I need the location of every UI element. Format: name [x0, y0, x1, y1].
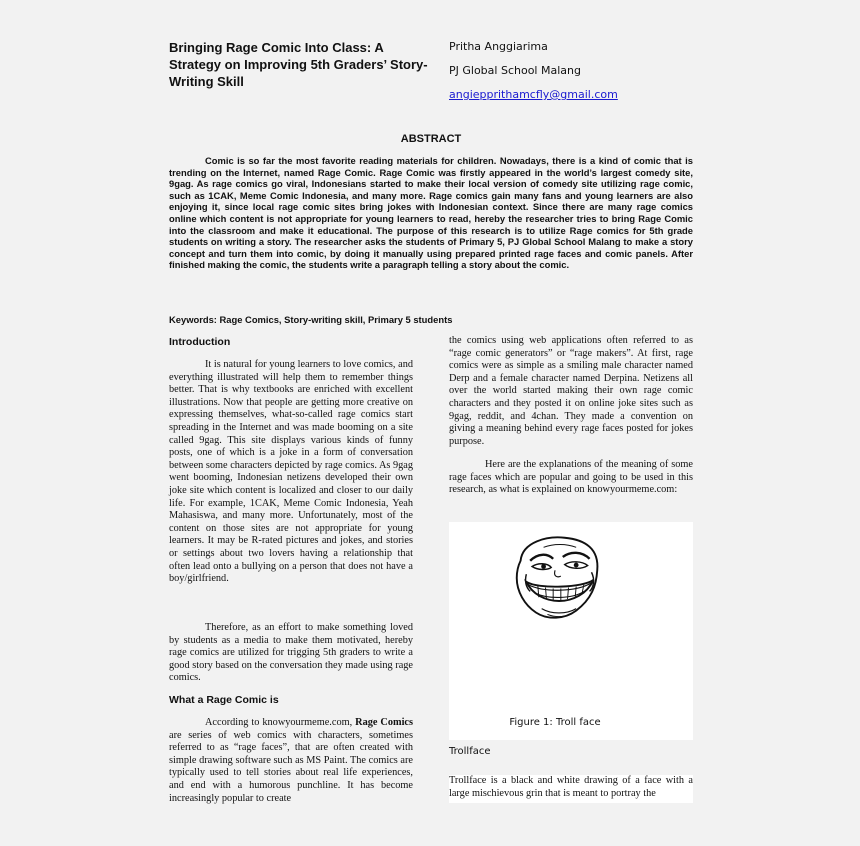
intro-paragraph-1: It is natural for young learners to love comics, and everything illustrated will help them to remember things better. That is why textbooks are enriched with excellent illustrations. Now that people are getting more creative on expressing themselves, what-so-called rage comics start spreading in the Internet and was made booming on a site called 9gag. This site displays various kinds of funny posts, one of which is a joke in a form of conversation between some characters depicted by rage comics. As 9gag went booming, Indonesian netizens developed their own joke site which content is localized and closer to our daily life. For example, 1CAK, Meme Comic Indonesia, Yeah Mahasiswa, and many more. Unfortunately, most of the content on those sites are not appropriate for young learners. It may be R-rated pictures and jokes, and stories or settings about two lovers having a relationship that often lead onto a bullying on a person that does not have a boy/girlfriend. [169, 359, 413, 585]
what-rage-text-pre: According to knowyourmeme.com, [205, 717, 356, 728]
what-rage-paragraph [169, 717, 413, 805]
intro-paragraph-2: Therefore, as an effort to make something loved by students as a media to make them motivated, hereby rage comics are utilized for trigging 5th graders to write a good story based on the conversation they made using rage comics. [169, 622, 413, 684]
what-rage-text-post: are series of web comics with characters, sometimes referred to as “rage faces”, that are often created with simple drawing software such as MS Paint. The comics are typically used to tell stories about real life experiences, and end with a humorous punchline. It has become increasingly popular to create [169, 729, 413, 804]
author-name: Pritha Anggiarima [449, 40, 548, 53]
right-paragraph-1: the comics using web applications often referred to as “rage comic generators” or “rage makers”. At first, rage comics were as simple as a smiling male character named Derp and a female character named Derpina. Netizens all over the world started making their own rage comic characters and they posted it on online joke sites such as 9gag, reddit, and 4chan. They made a convention on giving a meaning behind every rage faces posted for jokes purpose. [449, 335, 693, 447]
figure-1-caption: Figure 1: Troll face [509, 717, 601, 728]
abstract-body: Comic is so far the most favorite reading materials for children. Nowadays, there is a kind of comic that is trending on the Internet, named Rage Comic. Rage Comic was firstly appeared in the world’s largest comedy site, 9gag. As rage comics go viral, Indonesians started to make their local version of comedy site utilizing rage comic, such as 1CAK, Meme Comic Indonesia, and many more. Rage comics gain many fans and young learners are also enjoying it, since local rage comic sites bring jokes with Indonesian context. Since there are many rage comics online which content is not appropriate for young learners to read, hereby the researcher tries to bring Rage Comic into the classroom and make it educational. The purpose of this research is to utilize Rage comics for 5th grade students on writing a story. The researcher asks the students of Primary 5, PJ Global School Malang to make a story concept and turn them into comic, by doing it manually using prepared printed rage faces and comic panels. After finished making the comic, the students write a paragraph telling a story about the comic. [169, 155, 693, 271]
introduction-heading: Introduction [169, 336, 231, 348]
author-school: PJ Global School Malang [449, 64, 581, 77]
rage-comics-term: Rage Comics [355, 717, 414, 728]
trollface-paragraph: Trollface is a black and white drawing of a face with a large mischievous grin that is meant to portray the [449, 775, 693, 799]
abstract-heading: ABSTRACT [400, 133, 462, 145]
right-paragraph-2: Here are the explanations of the meaning of some rage faces which are popular and going to be used in this research, as what is explained on knowyourmeme.com: [449, 459, 693, 496]
author-email-link[interactable]: angiepprithamcfly@gmail.com [449, 88, 618, 101]
figure-1 [449, 522, 693, 740]
what-rage-comic-heading: What a Rage Comic is [169, 694, 279, 706]
paper-title: Bringing Rage Comic Into Class: A Strategy on Improving 5th Graders’ Story-Writing Skill [169, 40, 428, 89]
troll-face-icon [509, 532, 605, 624]
keywords-line: Keywords: Rage Comics, Story-writing skill, Primary 5 students [169, 314, 453, 325]
trollface-subheading: Trollface [449, 746, 491, 757]
